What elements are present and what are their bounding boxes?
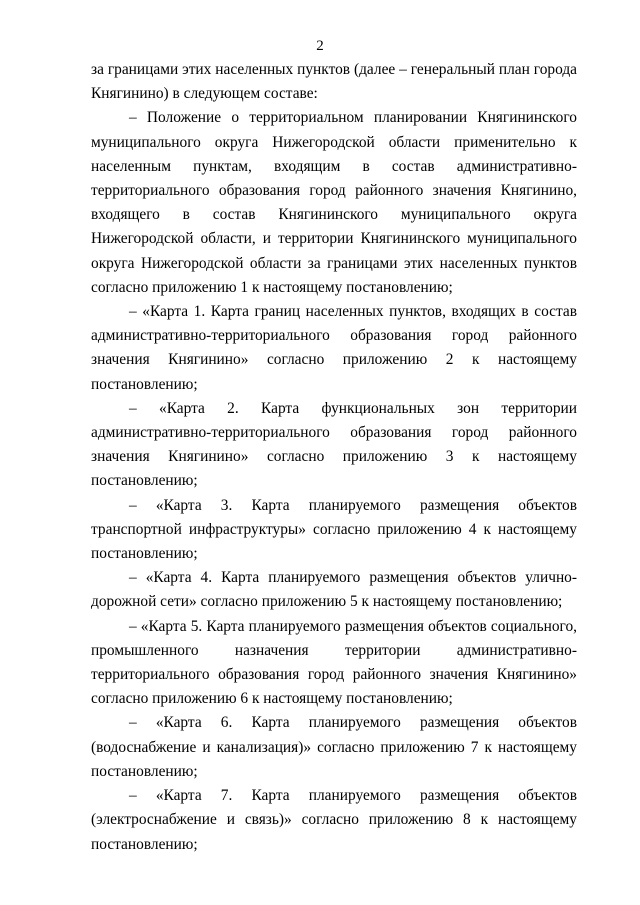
page-number: 2 — [316, 38, 324, 54]
paragraph-territorial-planning-provision: – Положение о территориальном планировании Княгининского муниципального округа Нижегородской области применительно к населенным пунктам, входящим в состав административно-территориального образования город районного значения Княгинино, входящего в состав Княгининского муниципального округа Нижегородской области, и территории Княгининского муниципального округа Нижегородской области за границами этих населенных пунктов согласно приложению 1 к настоящему постановлению; — [91, 109, 577, 296]
paragraph-map-3: – «Карта 3. Карта планируемого размещения объектов транспортной инфраструктуры» согласно приложению 4 к настоящему постановлению; — [91, 496, 577, 563]
paragraph-map-4: – «Карта 4. Карта планируемого размещения объектов улично-дорожной сети» согласно приложению 5 к настоящему постановлению; — [91, 569, 577, 611]
paragraph-map-7: – «Карта 7. Карта планируемого размещения объектов (электроснабжение и связь)» согласно приложению 8 к настоящему постановлению; — [91, 787, 577, 853]
paragraph-map-6: – «Карта 6. Карта планируемого размещения объектов (водоснабжение и канализация)» согласно приложению 7 к настоящему постановлению; — [91, 714, 577, 780]
paragraph-map-1: – «Карта 1. Карта границ населенных пунктов, входящих в состав административно-территориального образования город районного значения Княгинино» согласно приложению 2 к настоящему постановлению; — [91, 303, 577, 393]
document-body — [91, 58, 577, 857]
paragraph-intro-continuation: за границами этих населенных пунктов (далее – генеральный план города Княгинино) в следующем составе: — [91, 61, 577, 103]
paragraph-map-5: – «Карта 5. Карта планируемого размещения объектов социального, промышленного назначения территории административно-территориального образования город районного значения Княгинино» согласно приложению 6 к настоящему постановлению; — [91, 617, 577, 708]
paragraph-map-2: – «Карта 2. Карта функциональных зон территории административно-территориального образования город районного значения Княгинино» согласно приложению 3 к настоящему постановлению; — [91, 399, 577, 490]
